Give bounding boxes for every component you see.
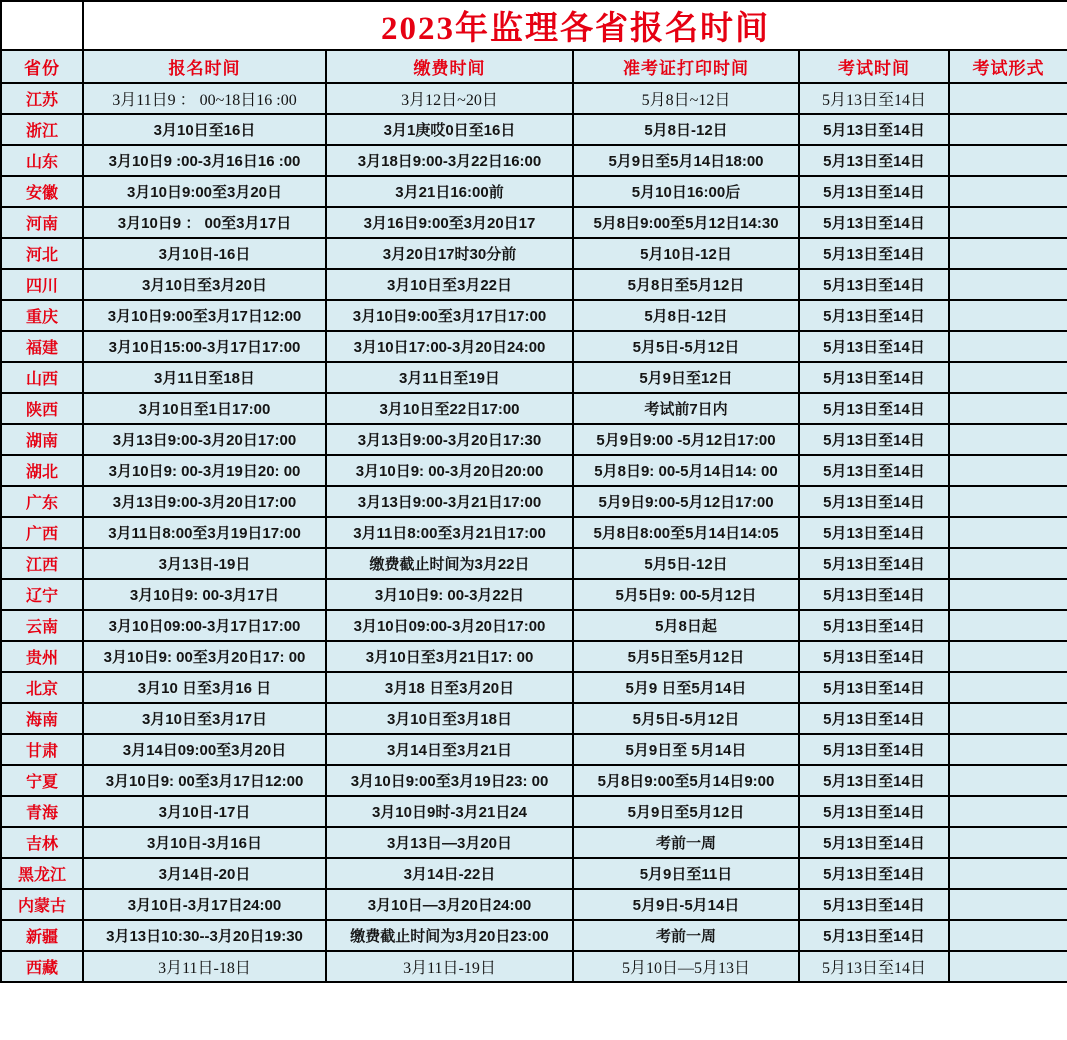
- exam-time-cell: 5月13日至14日: [799, 827, 949, 858]
- exam-time-cell: 5月13日至14日: [799, 858, 949, 889]
- province-cell: 青海: [1, 796, 83, 827]
- table-row: [1, 734, 1067, 765]
- exam-format-cell: [949, 672, 1067, 703]
- ticket-print-time-cell: 5月9日9:00-5月12日17:00: [573, 486, 799, 517]
- exam-format-cell: [949, 889, 1067, 920]
- exam-time-cell: 5月13日至14日: [799, 579, 949, 610]
- province-cell: 湖南: [1, 424, 83, 455]
- ticket-print-time-cell: 5月5日9: 00-5月12日: [573, 579, 799, 610]
- table-row: [1, 703, 1067, 734]
- exam-format-cell: [949, 796, 1067, 827]
- register-time-cell: 3月10日9:00至3月17日12:00: [83, 300, 326, 331]
- exam-time-cell: 5月13日至14日: [799, 486, 949, 517]
- table-row: [1, 920, 1067, 951]
- register-time-cell: 3月14日-20日: [83, 858, 326, 889]
- register-time-cell: 3月13日10:30--3月20日19:30: [83, 920, 326, 951]
- payment-time-cell: 3月13日9:00-3月21日17:00: [326, 486, 573, 517]
- exam-format-cell: [949, 951, 1067, 982]
- register-time-cell: 3月13日-19日: [83, 548, 326, 579]
- payment-time-cell: 3月11日8:00至3月21日17:00: [326, 517, 573, 548]
- exam-format-cell: [949, 858, 1067, 889]
- ticket-print-time-cell: 5月9日至 5月14日: [573, 734, 799, 765]
- register-time-cell: 3月11日-18日: [83, 951, 326, 982]
- register-time-cell: 3月13日9:00-3月20日17:00: [83, 486, 326, 517]
- province-cell: 四川: [1, 269, 83, 300]
- table-row: [1, 858, 1067, 889]
- table-row: [1, 951, 1067, 982]
- ticket-print-time-cell: 5月8日-12日: [573, 114, 799, 145]
- exam-time-cell: 5月13日至14日: [799, 238, 949, 269]
- exam-time-cell: 5月13日至14日: [799, 424, 949, 455]
- ticket-print-time-cell: 考前一周: [573, 920, 799, 951]
- exam-time-cell: 5月13日至14日: [799, 362, 949, 393]
- exam-time-cell: 5月13日至14日: [799, 269, 949, 300]
- table-body: [1, 83, 1067, 982]
- register-time-cell: 3月11日8:00至3月19日17:00: [83, 517, 326, 548]
- exam-format-cell: [949, 920, 1067, 951]
- province-cell: 西藏: [1, 951, 83, 982]
- ticket-print-time-cell: 5月9日至5月12日: [573, 796, 799, 827]
- payment-time-cell: 3月1庚哎0日至16日: [326, 114, 573, 145]
- exam-time-cell: 5月13日至14日: [799, 920, 949, 951]
- province-cell: 吉林: [1, 827, 83, 858]
- province-cell: 辽宁: [1, 579, 83, 610]
- exam-time-cell: 5月13日至14日: [799, 548, 949, 579]
- exam-time-cell: 5月13日至14日: [799, 641, 949, 672]
- payment-time-cell: 3月10日至22日17:00: [326, 393, 573, 424]
- table-row: [1, 424, 1067, 455]
- exam-time-cell: 5月13日至14日: [799, 672, 949, 703]
- province-cell: 河南: [1, 207, 83, 238]
- register-time-cell: 3月10日-17日: [83, 796, 326, 827]
- exam-time-cell: 5月13日至14日: [799, 145, 949, 176]
- register-time-cell: 3月10日09:00-3月17日17:00: [83, 610, 326, 641]
- exam-time-cell: 5月13日至14日: [799, 796, 949, 827]
- register-time-cell: 3月14日09:00至3月20日: [83, 734, 326, 765]
- header-row: [1, 50, 1067, 83]
- province-cell: 福建: [1, 331, 83, 362]
- register-time-cell: 3月10日9 :00-3月16日16 :00: [83, 145, 326, 176]
- payment-time-cell: 3月12日~20日: [326, 83, 573, 114]
- province-cell: 广西: [1, 517, 83, 548]
- payment-time-cell: 3月18 日至3月20日: [326, 672, 573, 703]
- ticket-print-time-cell: 5月8日-12日: [573, 300, 799, 331]
- table-row: [1, 114, 1067, 145]
- exam-format-cell: [949, 579, 1067, 610]
- ticket-print-time-cell: 5月5日至5月12日: [573, 641, 799, 672]
- exam-time-cell: 5月13日至14日: [799, 703, 949, 734]
- ticket-print-time-cell: 考前一周: [573, 827, 799, 858]
- title-row: [1, 1, 1067, 50]
- table-row: [1, 300, 1067, 331]
- table-row: [1, 238, 1067, 269]
- payment-time-cell: 3月21日16:00前: [326, 176, 573, 207]
- column-header-payment-time: 缴费时间: [326, 50, 573, 83]
- exam-format-cell: [949, 300, 1067, 331]
- payment-time-cell: 3月10日09:00-3月20日17:00: [326, 610, 573, 641]
- province-cell: 河北: [1, 238, 83, 269]
- ticket-print-time-cell: 5月8日8:00至5月14日14:05: [573, 517, 799, 548]
- exam-format-cell: [949, 362, 1067, 393]
- column-header-ticket-print-time: 准考证打印时间: [573, 50, 799, 83]
- column-header-province: 省份: [1, 50, 83, 83]
- province-cell: 黑龙江: [1, 858, 83, 889]
- exam-time-cell: 5月13日至14日: [799, 610, 949, 641]
- payment-time-cell: 缴费截止时间为3月20日23:00: [326, 920, 573, 951]
- payment-time-cell: 3月10日9时-3月21日24: [326, 796, 573, 827]
- payment-time-cell: 3月10日9:00至3月17日17:00: [326, 300, 573, 331]
- register-time-cell: 3月10日9: 00至3月20日17: 00: [83, 641, 326, 672]
- ticket-print-time-cell: 5月8日9:00至5月14日9:00: [573, 765, 799, 796]
- exam-time-cell: 5月13日至14日: [799, 331, 949, 362]
- exam-time-cell: 5月13日至14日: [799, 889, 949, 920]
- register-time-cell: 3月10日-3月17日24:00: [83, 889, 326, 920]
- ticket-print-time-cell: 5月8日起: [573, 610, 799, 641]
- ticket-print-time-cell: 5月10日—5月13日: [573, 951, 799, 982]
- payment-time-cell: 3月10日9: 00-3月22日: [326, 579, 573, 610]
- exam-time-cell: 5月13日至14日: [799, 734, 949, 765]
- exam-time-cell: 5月13日至14日: [799, 517, 949, 548]
- exam-time-cell: 5月13日至14日: [799, 176, 949, 207]
- ticket-print-time-cell: 5月8日9: 00-5月14日14: 00: [573, 455, 799, 486]
- register-time-cell: 3月10 日至3月16 日: [83, 672, 326, 703]
- province-cell: 海南: [1, 703, 83, 734]
- payment-time-cell: 3月10日9:00至3月19日23: 00: [326, 765, 573, 796]
- exam-format-cell: [949, 331, 1067, 362]
- province-cell: 山西: [1, 362, 83, 393]
- exam-format-cell: [949, 827, 1067, 858]
- register-time-cell: 3月10日9 ： 00至3月17日: [83, 207, 326, 238]
- register-time-cell: 3月10日-16日: [83, 238, 326, 269]
- column-header-register-time: 报名时间: [83, 50, 326, 83]
- exam-time-cell: 5月13日至14日: [799, 114, 949, 145]
- payment-time-cell: 3月10日至3月22日: [326, 269, 573, 300]
- ticket-print-time-cell: 5月9 日至5月14日: [573, 672, 799, 703]
- payment-time-cell: 3月20日17时30分前: [326, 238, 573, 269]
- ticket-print-time-cell: 5月9日至5月14日18:00: [573, 145, 799, 176]
- exam-format-cell: [949, 641, 1067, 672]
- table-row: [1, 610, 1067, 641]
- payment-time-cell: 3月11日-19日: [326, 951, 573, 982]
- ticket-print-time-cell: 5月5日-5月12日: [573, 703, 799, 734]
- province-cell: 陕西: [1, 393, 83, 424]
- register-time-cell: 3月11日9 ： 00~18日16 :00: [83, 83, 326, 114]
- province-cell: 内蒙古: [1, 889, 83, 920]
- table-row: [1, 827, 1067, 858]
- exam-format-cell: [949, 734, 1067, 765]
- province-cell: 山东: [1, 145, 83, 176]
- exam-format-cell: [949, 517, 1067, 548]
- table-row: [1, 83, 1067, 114]
- province-cell: 新疆: [1, 920, 83, 951]
- payment-time-cell: 3月11日至19日: [326, 362, 573, 393]
- table-row: [1, 548, 1067, 579]
- table-row: [1, 486, 1067, 517]
- exam-time-cell: 5月13日至14日: [799, 300, 949, 331]
- ticket-print-time-cell: 考试前7日内: [573, 393, 799, 424]
- payment-time-cell: 3月10日—3月20日24:00: [326, 889, 573, 920]
- table-row: [1, 796, 1067, 827]
- exam-time-cell: 5月13日至14日: [799, 393, 949, 424]
- ticket-print-time-cell: 5月8日至5月12日: [573, 269, 799, 300]
- table-row: [1, 207, 1067, 238]
- register-time-cell: 3月10日15:00-3月17日17:00: [83, 331, 326, 362]
- payment-time-cell: 3月14日至3月21日: [326, 734, 573, 765]
- ticket-print-time-cell: 5月9日至12日: [573, 362, 799, 393]
- register-time-cell: 3月11日至18日: [83, 362, 326, 393]
- exam-format-cell: [949, 548, 1067, 579]
- province-cell: 江苏: [1, 83, 83, 114]
- table-row: [1, 641, 1067, 672]
- payment-time-cell: 缴费截止时间为3月22日: [326, 548, 573, 579]
- province-cell: 宁夏: [1, 765, 83, 796]
- exam-format-cell: [949, 207, 1067, 238]
- table-row: [1, 889, 1067, 920]
- payment-time-cell: 3月18日9:00-3月22日16:00: [326, 145, 573, 176]
- payment-time-cell: 3月14日-22日: [326, 858, 573, 889]
- corner-empty-cell: [1, 1, 83, 50]
- table-row: [1, 176, 1067, 207]
- ticket-print-time-cell: 5月9日-5月14日: [573, 889, 799, 920]
- exam-time-cell: 5月13日至14日: [799, 765, 949, 796]
- table-row: [1, 455, 1067, 486]
- register-time-cell: 3月10日9:00至3月20日: [83, 176, 326, 207]
- payment-time-cell: 3月16日9:00至3月20日17: [326, 207, 573, 238]
- exam-format-cell: [949, 176, 1067, 207]
- province-cell: 重庆: [1, 300, 83, 331]
- province-cell: 安徽: [1, 176, 83, 207]
- exam-format-cell: [949, 486, 1067, 517]
- register-time-cell: 3月10日至1日17:00: [83, 393, 326, 424]
- table-row: [1, 672, 1067, 703]
- province-cell: 贵州: [1, 641, 83, 672]
- province-cell: 浙江: [1, 114, 83, 145]
- table-row: [1, 331, 1067, 362]
- exam-format-cell: [949, 393, 1067, 424]
- payment-time-cell: 3月10日至3月18日: [326, 703, 573, 734]
- ticket-print-time-cell: 5月5日-5月12日: [573, 331, 799, 362]
- table-row: [1, 765, 1067, 796]
- exam-time-cell: 5月13日至14日: [799, 83, 949, 114]
- province-cell: 北京: [1, 672, 83, 703]
- ticket-print-time-cell: 5月5日-12日: [573, 548, 799, 579]
- ticket-print-time-cell: 5月9日至11日: [573, 858, 799, 889]
- table-row: [1, 269, 1067, 300]
- column-header-exam-time: 考试时间: [799, 50, 949, 83]
- payment-time-cell: 3月13日—3月20日: [326, 827, 573, 858]
- ticket-print-time-cell: 5月9日9:00 -5月12日17:00: [573, 424, 799, 455]
- register-time-cell: 3月10日至3月17日: [83, 703, 326, 734]
- table-row: [1, 393, 1067, 424]
- province-cell: 江西: [1, 548, 83, 579]
- payment-time-cell: 3月13日9:00-3月20日17:30: [326, 424, 573, 455]
- exam-format-cell: [949, 703, 1067, 734]
- payment-time-cell: 3月10日至3月21日17: 00: [326, 641, 573, 672]
- ticket-print-time-cell: 5月8日~12日: [573, 83, 799, 114]
- province-cell: 湖北: [1, 455, 83, 486]
- province-cell: 甘肃: [1, 734, 83, 765]
- register-time-cell: 3月10日至3月20日: [83, 269, 326, 300]
- register-time-cell: 3月10日9: 00至3月17日12:00: [83, 765, 326, 796]
- column-header-exam-format: 考试形式: [949, 50, 1067, 83]
- exam-time-cell: 5月13日至14日: [799, 455, 949, 486]
- register-time-cell: 3月10日至16日: [83, 114, 326, 145]
- table-row: [1, 579, 1067, 610]
- ticket-print-time-cell: 5月10日-12日: [573, 238, 799, 269]
- ticket-print-time-cell: 5月8日9:00至5月12日14:30: [573, 207, 799, 238]
- page-title: 2023年监理各省报名时间: [83, 1, 1067, 50]
- province-cell: 云南: [1, 610, 83, 641]
- exam-format-cell: [949, 114, 1067, 145]
- exam-format-cell: [949, 455, 1067, 486]
- exam-format-cell: [949, 145, 1067, 176]
- register-time-cell: 3月10日9: 00-3月19日20: 00: [83, 455, 326, 486]
- table-row: [1, 362, 1067, 393]
- register-time-cell: 3月10日9: 00-3月17日: [83, 579, 326, 610]
- table-row: [1, 145, 1067, 176]
- exam-format-cell: [949, 765, 1067, 796]
- exam-format-cell: [949, 610, 1067, 641]
- exam-time-cell: 5月13日至14日: [799, 207, 949, 238]
- exam-format-cell: [949, 238, 1067, 269]
- register-time-cell: 3月10日-3月16日: [83, 827, 326, 858]
- payment-time-cell: 3月10日9: 00-3月20日20:00: [326, 455, 573, 486]
- province-cell: 广东: [1, 486, 83, 517]
- register-time-cell: 3月13日9:00-3月20日17:00: [83, 424, 326, 455]
- exam-format-cell: [949, 424, 1067, 455]
- payment-time-cell: 3月10日17:00-3月20日24:00: [326, 331, 573, 362]
- exam-time-cell: 5月13日至14日: [799, 951, 949, 982]
- exam-format-cell: [949, 83, 1067, 114]
- ticket-print-time-cell: 5月10日16:00后: [573, 176, 799, 207]
- exam-format-cell: [949, 269, 1067, 300]
- table-row: [1, 517, 1067, 548]
